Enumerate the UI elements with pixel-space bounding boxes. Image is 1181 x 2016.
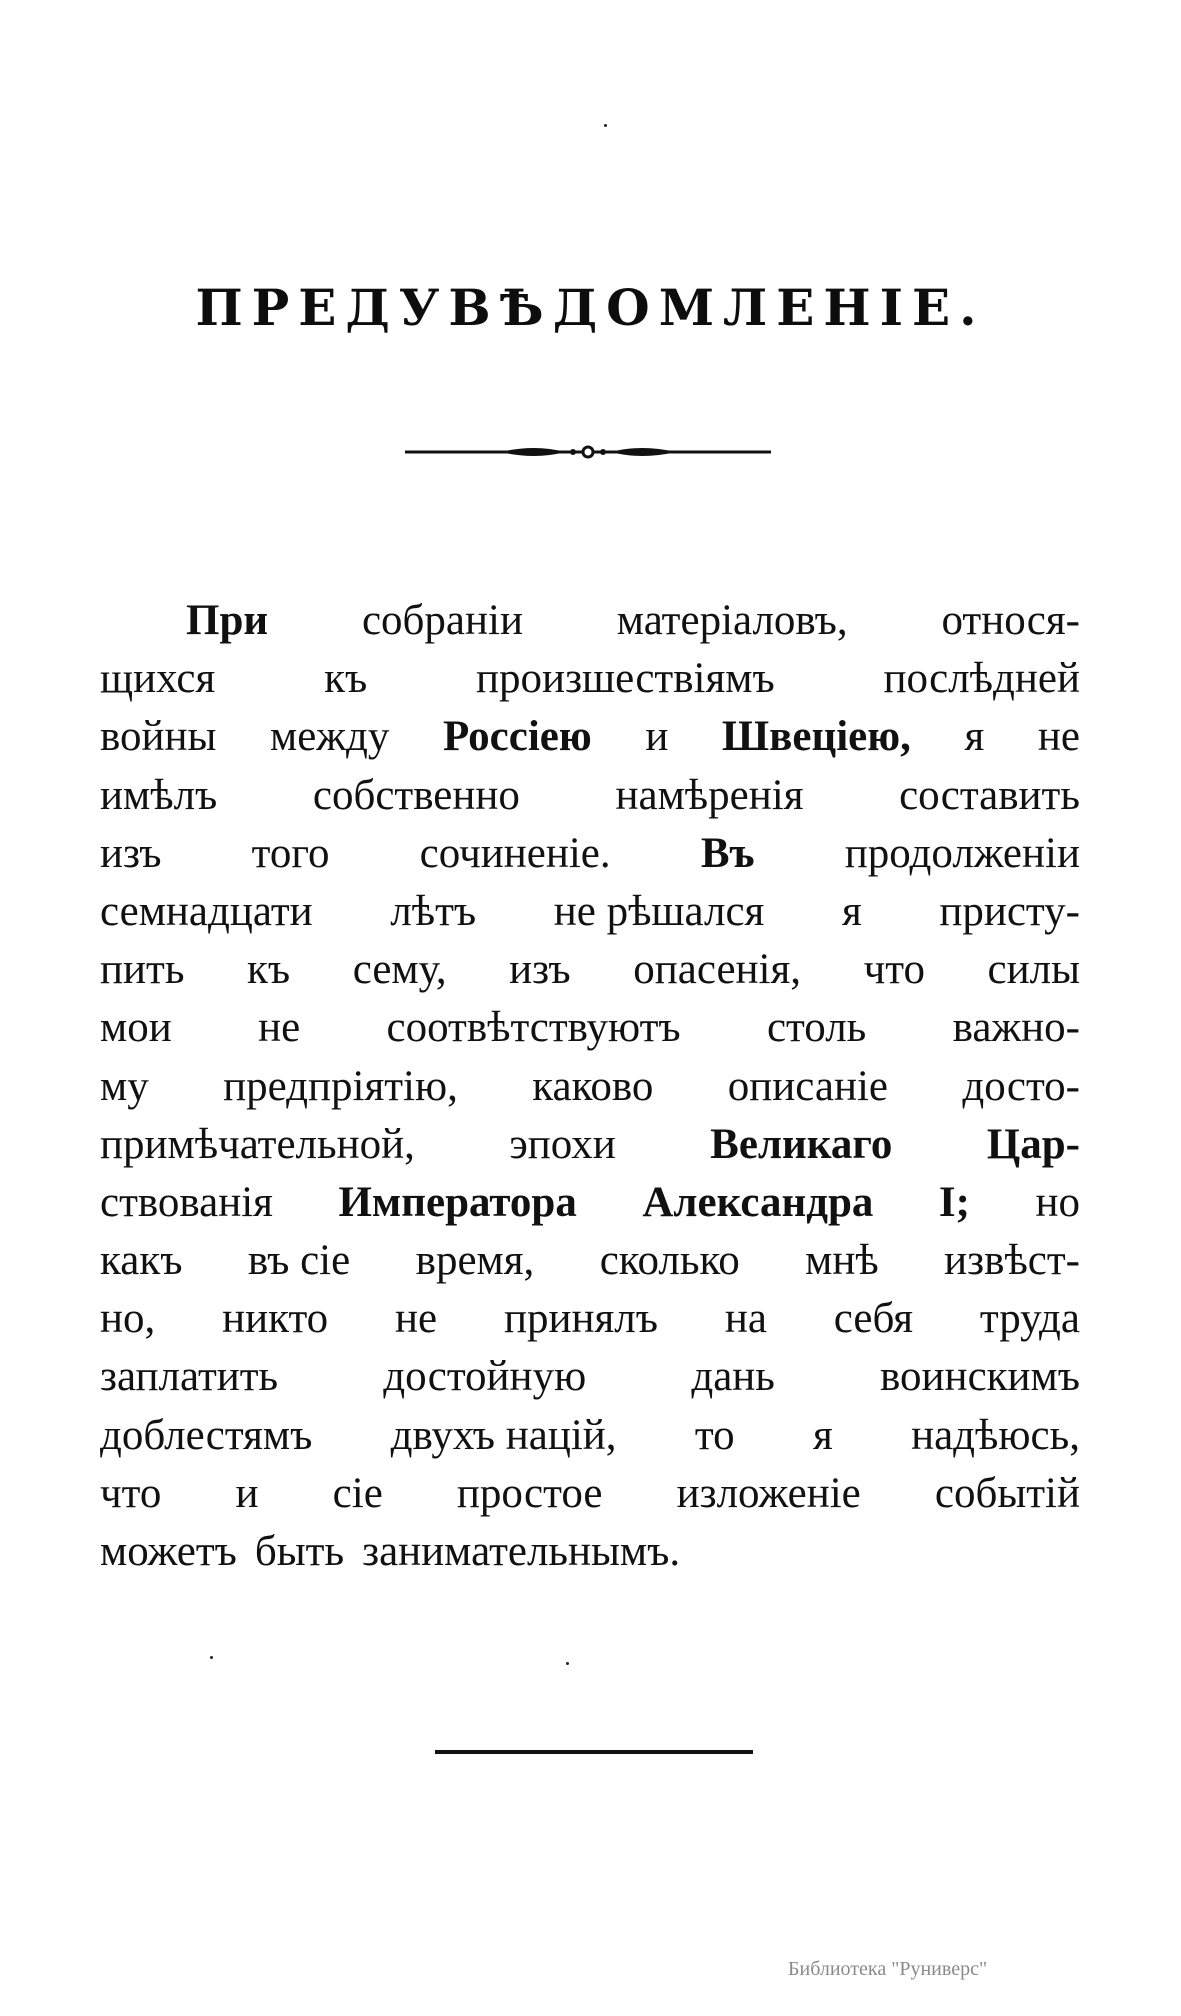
word: не bbox=[1037, 713, 1080, 761]
text-line bbox=[100, 1290, 1080, 1348]
word: но, bbox=[100, 1295, 156, 1343]
word: мои bbox=[100, 1004, 172, 1052]
word: и bbox=[235, 1469, 259, 1517]
word: лѣтъ bbox=[390, 887, 477, 935]
word: произшествіямъ bbox=[476, 655, 775, 703]
word: относя- bbox=[941, 597, 1080, 644]
word: изъ bbox=[509, 946, 571, 994]
word: щихся bbox=[100, 655, 216, 703]
word: къ bbox=[247, 946, 291, 994]
word: силы bbox=[987, 946, 1080, 994]
word: занимательнымъ. bbox=[362, 1528, 681, 1575]
word: быть bbox=[254, 1528, 345, 1575]
text-line bbox=[100, 1465, 1080, 1523]
word: опасенія, bbox=[633, 946, 802, 994]
word: въ сіе bbox=[247, 1237, 351, 1285]
text-line bbox=[100, 941, 1080, 999]
word: я bbox=[841, 887, 862, 935]
word: I; bbox=[938, 1178, 970, 1226]
text-line bbox=[100, 1058, 1080, 1116]
word: можетъ bbox=[100, 1528, 237, 1575]
word: пить bbox=[100, 946, 185, 994]
word: продолженіи bbox=[844, 829, 1080, 877]
word: событій bbox=[934, 1469, 1080, 1517]
word: дань bbox=[691, 1353, 775, 1401]
word: между bbox=[270, 713, 390, 761]
print-speck bbox=[604, 124, 607, 127]
word: присту- bbox=[939, 887, 1080, 935]
word: заплатить bbox=[100, 1353, 279, 1401]
word: принялъ bbox=[503, 1295, 658, 1343]
word: Въ bbox=[700, 829, 755, 877]
preface-paragraph bbox=[100, 592, 1080, 1581]
word: му bbox=[100, 1062, 149, 1110]
word: мнѣ bbox=[805, 1237, 879, 1285]
word: сочиненіе. bbox=[419, 829, 611, 877]
word: досто- bbox=[962, 1062, 1080, 1110]
word: сему, bbox=[352, 946, 447, 994]
word: войны bbox=[100, 713, 217, 761]
word: что bbox=[863, 946, 925, 994]
word: никто bbox=[222, 1295, 329, 1343]
word: составить bbox=[899, 771, 1080, 819]
word: семнадцати bbox=[100, 887, 313, 935]
word: послѣдней bbox=[883, 655, 1080, 703]
text-line bbox=[100, 767, 1080, 825]
word: При bbox=[186, 597, 269, 644]
text-line bbox=[100, 1523, 1080, 1581]
library-watermark: Библиотека "Руниверс" bbox=[788, 1958, 988, 1980]
word: двухъ націй, bbox=[390, 1411, 617, 1459]
word: намѣренія bbox=[615, 771, 804, 819]
word: изложеніе bbox=[676, 1469, 861, 1517]
text-line bbox=[100, 1407, 1080, 1465]
word: Россіею bbox=[442, 713, 592, 761]
text-line bbox=[100, 1174, 1080, 1232]
word: время, bbox=[415, 1237, 535, 1285]
word: Цар- bbox=[986, 1120, 1080, 1168]
word: примѣчательной, bbox=[100, 1120, 415, 1168]
text-line bbox=[100, 999, 1080, 1057]
word: каково bbox=[532, 1062, 654, 1110]
word: я bbox=[964, 713, 985, 761]
page-title: ПРЕДУВѢДОМЛЕНІЕ. bbox=[195, 278, 986, 337]
word: какъ bbox=[100, 1237, 183, 1285]
word: сколько bbox=[599, 1237, 740, 1285]
word: предпріятію, bbox=[223, 1062, 458, 1110]
word: я bbox=[812, 1411, 833, 1459]
word: не bbox=[395, 1295, 438, 1343]
text-line bbox=[100, 592, 1080, 650]
word: эпохи bbox=[509, 1120, 616, 1168]
word: доблестямъ bbox=[100, 1411, 313, 1459]
text-line bbox=[100, 883, 1080, 941]
word: труда bbox=[979, 1295, 1080, 1343]
word: Александра bbox=[642, 1178, 874, 1226]
word: но bbox=[1035, 1178, 1080, 1226]
print-speck bbox=[566, 1662, 569, 1665]
word: Императора bbox=[338, 1178, 577, 1226]
word: себя bbox=[833, 1295, 914, 1343]
word: и bbox=[645, 713, 669, 761]
word: собственно bbox=[312, 771, 520, 819]
text-line bbox=[100, 1348, 1080, 1406]
word: надѣюсь, bbox=[911, 1411, 1080, 1459]
word: достойную bbox=[383, 1353, 587, 1401]
closing-rule bbox=[435, 1750, 753, 1754]
word: ствованія bbox=[100, 1178, 273, 1226]
text-line bbox=[100, 825, 1080, 883]
word: что bbox=[100, 1469, 162, 1517]
word: собраніи bbox=[361, 597, 523, 644]
word: описаніе bbox=[727, 1062, 889, 1110]
text-line bbox=[100, 1232, 1080, 1290]
word: Швеціею, bbox=[721, 713, 911, 761]
text-line bbox=[100, 708, 1080, 766]
word: изъ bbox=[100, 829, 162, 877]
word: важно- bbox=[952, 1004, 1080, 1052]
print-speck bbox=[210, 1656, 213, 1659]
word: столь bbox=[766, 1004, 867, 1052]
word: къ bbox=[324, 655, 368, 703]
word: извѣст- bbox=[944, 1237, 1080, 1285]
word: имѣлъ bbox=[100, 771, 218, 819]
text-line bbox=[100, 650, 1080, 708]
word: матеріаловъ, bbox=[616, 597, 848, 644]
word: не рѣшался bbox=[553, 887, 765, 935]
text-line bbox=[100, 1116, 1080, 1174]
word: воинскимъ bbox=[880, 1353, 1080, 1401]
word: не bbox=[258, 1004, 301, 1052]
word: на bbox=[724, 1295, 767, 1343]
word: Великаго bbox=[710, 1120, 893, 1168]
word: то bbox=[694, 1411, 735, 1459]
ornament-divider-icon bbox=[405, 440, 771, 464]
word: того bbox=[251, 829, 330, 877]
word: сіе bbox=[332, 1469, 383, 1517]
word: простое bbox=[456, 1469, 603, 1517]
word: соотвѣтствуютъ bbox=[386, 1004, 681, 1052]
